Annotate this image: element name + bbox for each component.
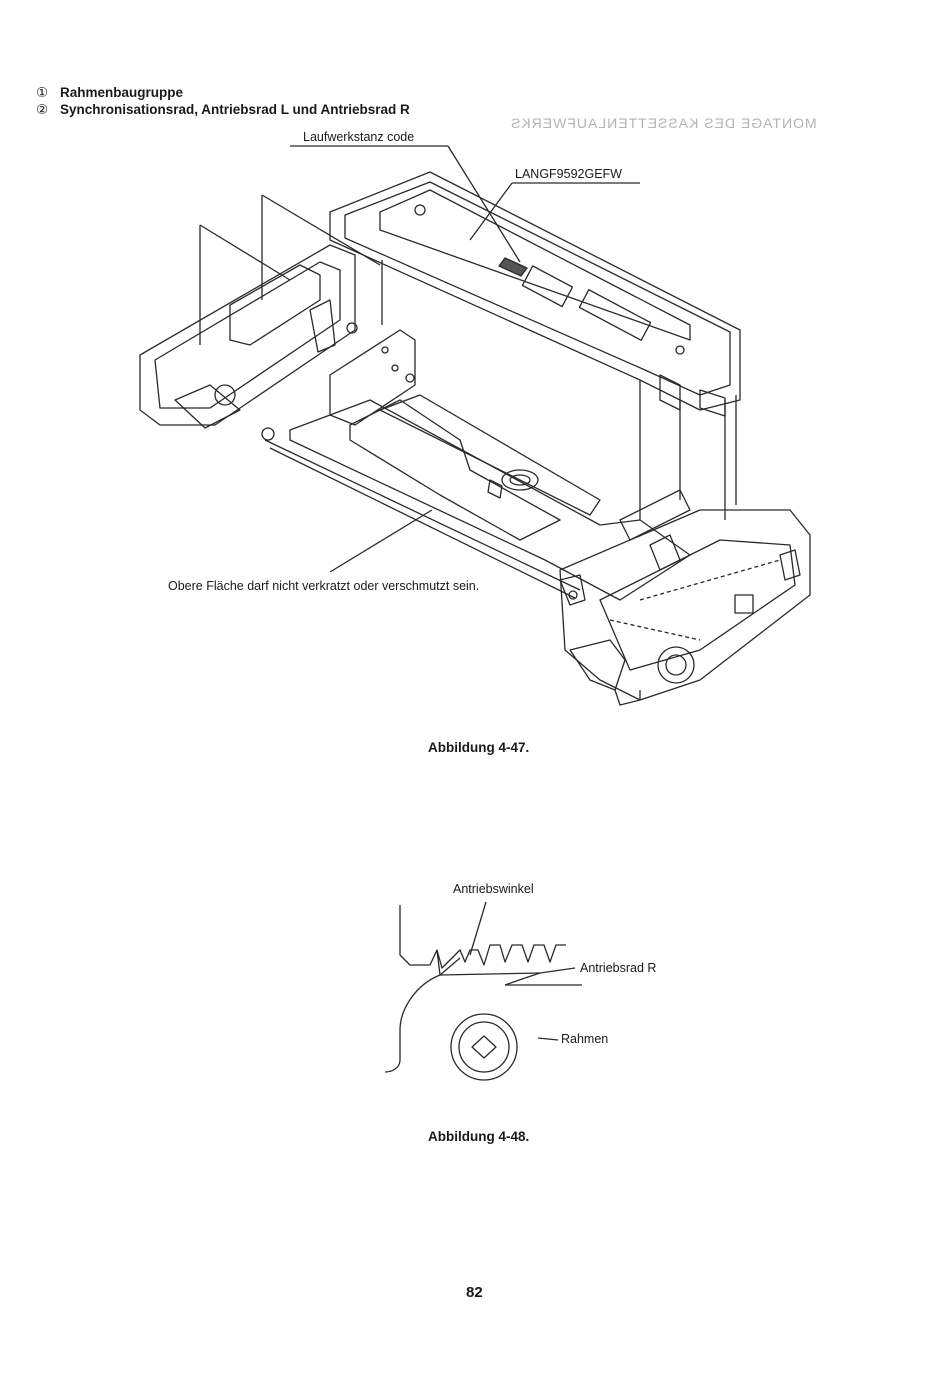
frame-curve xyxy=(385,975,440,1072)
figure-4-48-caption: Abbildung 4-48. xyxy=(428,1129,530,1144)
heading-2-text: Synchronisationsrad, Antriebsrad L und Antriebsrad R xyxy=(60,102,410,117)
gear-teeth-profile xyxy=(400,905,566,968)
angle-leader-line xyxy=(470,902,486,955)
heading-1-number: ① xyxy=(36,85,49,100)
shaft-inner xyxy=(459,1022,509,1072)
shaft-outer xyxy=(451,1014,517,1080)
code-label: Laufwerkstanz code xyxy=(303,130,415,144)
figure-4-47-caption: Abbildung 4-47. xyxy=(428,740,530,755)
heading-2-number: ② xyxy=(36,102,49,117)
page-number: 82 xyxy=(466,1284,483,1301)
angle-label: Antriebswinkel xyxy=(453,882,534,896)
heading-1-text: Rahmenbaugruppe xyxy=(60,85,184,100)
surface-note: Obere Fläche darf nicht verkratzt oder verschmutzt sein. xyxy=(168,579,480,593)
code-value: LANGF9592GEFW xyxy=(515,167,622,181)
bleed-through-text: MONTAGE DES KASSETTENLAUFWERKS xyxy=(510,115,817,131)
gear-label: Antriebsrad R xyxy=(580,961,657,975)
shaft-key xyxy=(472,1036,496,1058)
frame-leader-line xyxy=(538,1038,558,1040)
frame-label: Rahmen xyxy=(561,1032,609,1046)
